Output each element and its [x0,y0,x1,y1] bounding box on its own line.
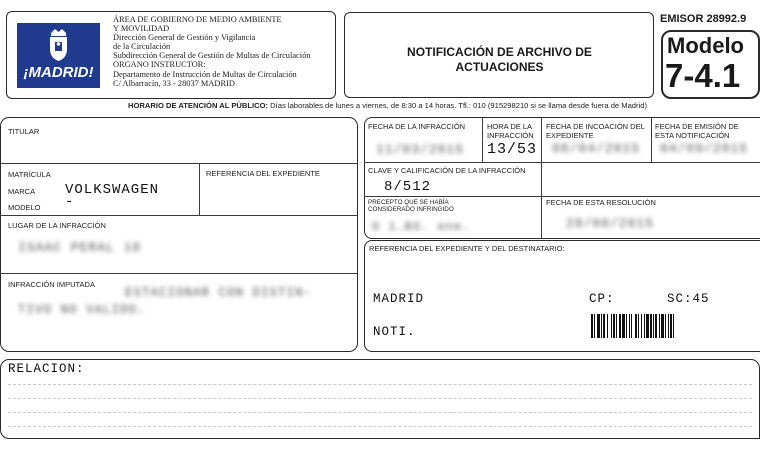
divider [0,163,358,164]
titular-label: TITULAR [8,127,40,136]
destinatario-label: REFERENCIA DEL EXPEDIENTE Y DEL DESTINATARIO: [369,244,565,253]
referencia-label: REFERENCIA DEL EXPEDIENTE [206,169,320,178]
clave-value: 8/512 [384,179,432,195]
relacion-line [8,426,752,427]
marca-value: VOLKSWAGEN [65,182,160,198]
relacion-line [8,412,752,413]
clave-label: CLAVE Y CALIFICACIÓN DE LA INFRACCIÓN [368,166,526,175]
issuer-text [113,15,335,88]
fecha-resolucion-label: FECHA DE ESTA RESOLUCIÓN [546,198,656,207]
divider [541,117,542,239]
issuer-line: C/ Albarracín, 33 - 28037 MADRID [113,78,235,88]
divider [364,196,760,197]
madrid-logo [17,23,100,88]
modelo-field-label: MODELO [8,203,41,212]
lugar-label: LUGAR DE LA INFRACCIÓN [8,221,106,230]
hora-label: HORA DE LA INFRACCIÓN [487,122,534,140]
divider [364,162,760,163]
issuer-line: Subdirección General de Gestión de Multas de Circulación [113,51,311,61]
divider [482,117,483,162]
issuer-line: ÁREA DE GOBIERNO DE MEDIO AMBIENTE [113,15,282,24]
divider [199,163,200,215]
issuer-line: Departamento de Instrucción de Multas de Circulación [113,69,297,79]
horario-text: Días laborables de lunes a viernes, de 8:30 a 14 horas. Tfl.: 010 (915298210 si se llama desde fuera de Madrid) [268,101,647,110]
issuer-line: Y MOVILIDAD [113,24,170,34]
marca-label: MARCA [8,187,36,196]
divider [0,215,358,216]
fecha-incoacion-value: 08/04/2015 [552,141,641,156]
precepto-value: O 1.BS. ene. [372,220,471,234]
relacion-line [8,384,752,385]
issuer-line: ORGANO INSTRUCTOR: [113,60,206,70]
coat-of-arms-icon [17,25,100,65]
divider [0,273,358,274]
fecha-infraccion-label: FECHA DE LA INFRACCIÓN [368,122,466,131]
infraccion-line-1: ESTACIONAR CON DISTIN- [125,286,313,300]
relacion-box [0,359,760,439]
noti-value: NOTI. [373,325,416,339]
matricula-label: MATRÍCULA [8,170,51,179]
emisor-code: EMISOR 28992.9 [660,13,747,25]
fecha-infraccion-value: 11/03/2015 [376,142,465,157]
relacion-line [8,398,752,399]
fecha-resolucion-value: 28/08/2015 [566,216,655,231]
ciudad-value: MADRID [373,292,425,306]
fecha-incoacion-label: FECHA DE INCOACIÓN DEL EXPEDIENTE [546,122,645,140]
fecha-emision-value: 04/09/2015 [660,141,749,156]
cp-label: CP: [589,292,615,306]
fecha-emision-label: FECHA DE EMISIÓN DE ESTA NOTIFICACIÓN [655,122,739,140]
modelo-number: 7-4.1 [665,57,741,94]
horario-line [128,101,647,110]
infraccion-label: INFRACCIÓN IMPUTADA [8,280,95,289]
lugar-value: ISAAC PERAL 18 [18,240,142,255]
precepto-label: PRECEPTO QUE SE HABÍA CONSIDERADO INFRINGIDO [368,199,454,213]
barcode-icon [591,314,705,338]
logo-text: ¡MADRID! [23,64,94,81]
modelo-value: - [65,194,74,210]
divider [651,117,652,162]
hora-value: 13/53 [487,141,538,158]
infraccion-line-2: TIVO NO VALIDO. [18,303,146,317]
relacion-label: RELACION: [8,362,85,376]
issuer-line: de la Circulación [113,42,171,52]
horario-label: HORARIO DE ATENCIÓN AL PÚBLICO: [128,101,269,110]
notification-title: NOTIFICACIÓN DE ARCHIVO DE ACTUACIONES [407,45,592,74]
modelo-label: Modelo [667,33,744,58]
sc-value: SC:45 [667,292,710,306]
issuer-line: Dirección General de Gestión y Vigilancia [113,33,256,43]
